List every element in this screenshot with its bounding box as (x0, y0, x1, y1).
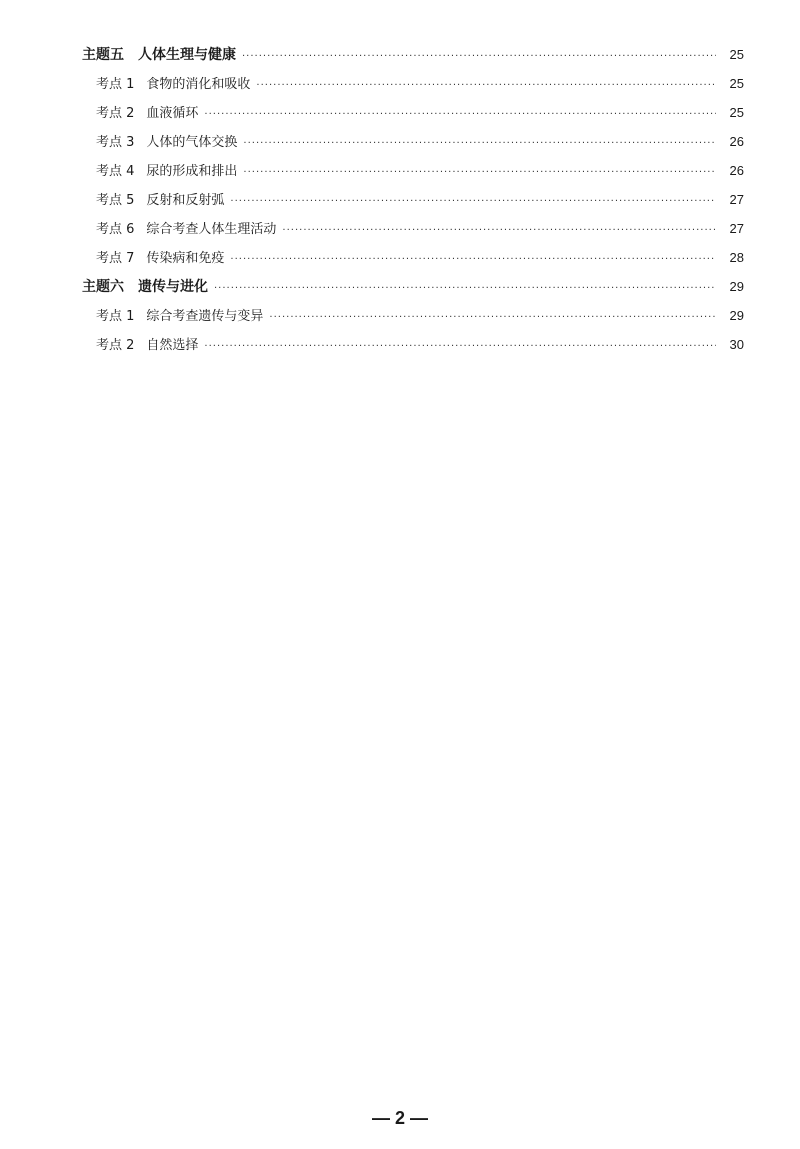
toc-point-5-6[interactable] (82, 218, 744, 247)
toc-page-number: 30 (729, 337, 744, 352)
toc-point-5-2[interactable] (82, 102, 744, 131)
dot-leader (269, 312, 716, 323)
dot-leader (256, 80, 716, 91)
toc-number: 主题六 (82, 279, 124, 295)
toc-title: 尿的形成和排出 (146, 164, 238, 179)
toc-title: 人体生理与健康 (138, 47, 236, 63)
toc-title: 遗传与进化 (138, 279, 208, 295)
toc-page-number: 29 (729, 279, 744, 294)
dot-leader (242, 51, 716, 62)
dot-leader (204, 109, 716, 120)
toc-title: 反射和反射弧 (146, 193, 225, 208)
toc-page-number: 26 (729, 163, 744, 178)
dot-leader (282, 225, 716, 236)
dot-leader (230, 196, 716, 207)
toc-title: 自然选择 (146, 338, 199, 353)
dot-leader (243, 138, 716, 149)
toc-point-6-2[interactable] (82, 334, 744, 363)
toc-topic-6[interactable] (82, 276, 744, 305)
toc-title: 血液循环 (146, 106, 199, 121)
toc-title: 综合考查人体生理活动 (146, 222, 277, 237)
dot-leader (214, 283, 716, 294)
toc-point-5-3[interactable] (82, 131, 744, 160)
toc-page-number: 27 (729, 192, 744, 207)
toc-topic-5[interactable] (82, 44, 744, 73)
toc-point-5-1[interactable] (82, 73, 744, 102)
dot-leader (230, 254, 716, 265)
toc-point-5-5[interactable] (82, 189, 744, 218)
toc-point-5-7[interactable] (82, 247, 744, 276)
toc-title: 人体的气体交换 (146, 135, 238, 150)
dot-leader (204, 341, 716, 352)
toc-page-number: 29 (729, 308, 744, 323)
toc-number: 考点 5 (96, 193, 135, 208)
toc-title: 综合考查遗传与变异 (146, 309, 264, 324)
toc-number: 主题五 (82, 47, 124, 63)
toc-title: 传染病和免疫 (146, 251, 225, 266)
page-footer-number: — 2 — (371, 1108, 428, 1128)
toc-point-5-4[interactable] (82, 160, 744, 189)
toc-number: 考点 1 (96, 77, 135, 92)
toc-point-6-1[interactable] (82, 305, 744, 334)
toc-page-number: 28 (729, 250, 744, 265)
toc-number: 考点 1 (96, 309, 135, 324)
toc-number: 考点 6 (96, 222, 135, 237)
toc-number: 考点 2 (96, 338, 135, 353)
toc-number: 考点 4 (96, 164, 135, 179)
toc-page-number: 25 (729, 76, 744, 91)
toc-title: 食物的消化和吸收 (146, 77, 251, 92)
dot-leader (243, 167, 716, 178)
toc-page-number: 26 (729, 134, 744, 149)
toc-page-number: 25 (729, 105, 744, 120)
toc-number: 考点 7 (96, 251, 135, 266)
toc-page-number: 25 (729, 47, 744, 62)
toc-page-number: 27 (729, 221, 744, 236)
toc-number: 考点 3 (96, 135, 135, 150)
toc-number: 考点 2 (96, 106, 135, 121)
table-of-contents (82, 44, 744, 363)
